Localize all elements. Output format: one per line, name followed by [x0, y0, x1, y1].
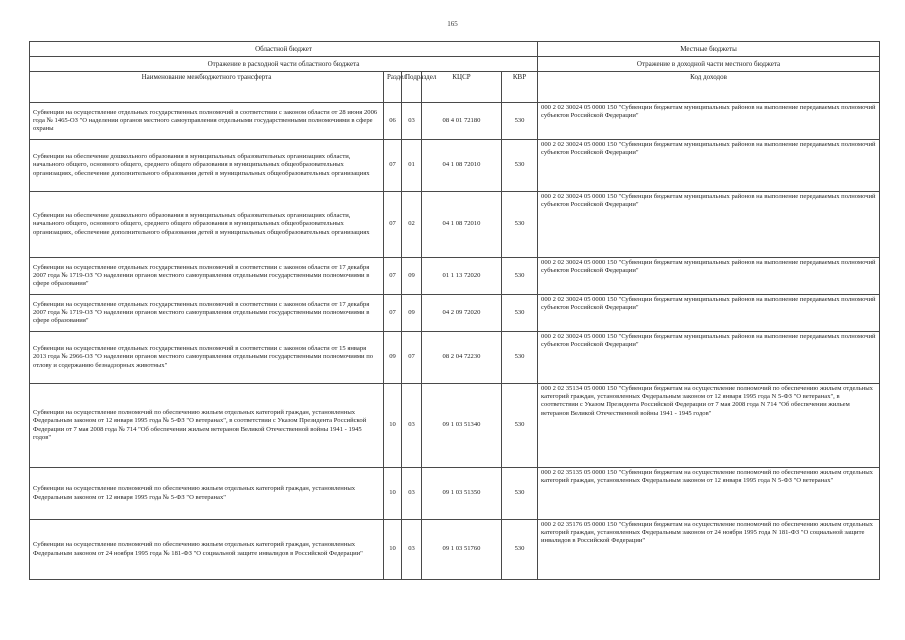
- transfer-name-cell: Субвенции на осуществление отдельных государственных полномочий в соответствии с законом области от 17 декабря 2007 года № 1719-ОЗ "О наделении органов местного самоуправления отдельными государственными полномочиями в сфере образования": [30, 258, 384, 295]
- col-kcsr-header: КЦСР: [422, 72, 502, 103]
- kvr-cell: 530: [502, 192, 538, 258]
- kcsr-cell: 09 1 03 51760: [422, 520, 502, 580]
- kvr-cell: 530: [502, 258, 538, 295]
- subsection-cell: 02: [402, 192, 422, 258]
- subsection-cell: 01: [402, 140, 422, 192]
- regional-expense-header: Отражение в расходной части областного бюджета: [30, 57, 538, 72]
- col-kvr-header: КВР: [502, 72, 538, 103]
- header-row-budgets: [30, 42, 880, 57]
- kcsr-cell: 09 1 03 51340: [422, 384, 502, 468]
- subsection-cell: 07: [402, 332, 422, 384]
- header-row-columns: [30, 72, 880, 103]
- table-row: [30, 140, 880, 192]
- table-row: [30, 520, 880, 580]
- transfer-name-cell: Субвенции на обеспечение дошкольного образования в муниципальных образовательных организациях области, начального общего, основного общего, среднего общего образования в муниципальных общеобразовательных организациях, обеспечение дополнительного образования детей в муниципальных общеобразовательных организациях: [30, 192, 384, 258]
- table-row: [30, 103, 880, 140]
- transfer-name-cell: Субвенции на осуществление полномочий по обеспечению жильем отдельных категорий граждан, установленных Федеральным законом от 12 января 1995 года № 5-ФЗ "О ветеранах": [30, 468, 384, 520]
- transfer-name-cell: Субвенции на обеспечение дошкольного образования в муниципальных образовательных организациях области, начального общего, основного общего, среднего общего образования в муниципальных общеобразовательных организациях, обеспечение дополнительного образования детей в муниципальных общеобразовательных организациях: [30, 140, 384, 192]
- kcsr-cell: 04 1 08 72010: [422, 140, 502, 192]
- kvr-cell: 530: [502, 140, 538, 192]
- local-budgets-header: Местные бюджеты: [538, 42, 880, 57]
- col-name-header: Наименование межбюджетного трансферта: [30, 72, 384, 103]
- section-cell: 07: [384, 140, 402, 192]
- kvr-cell: 530: [502, 295, 538, 332]
- kvr-cell: 530: [502, 103, 538, 140]
- section-cell: 07: [384, 258, 402, 295]
- table-row: [30, 468, 880, 520]
- transfer-name-cell: Субвенции на осуществление отдельных государственных полномочий в соответствии с законом области от 28 июня 2006 года № 1465-ОЗ "О наделении органов местного самоуправления отдельными государственными полномочиями в сфере охраны: [30, 103, 384, 140]
- income-code-cell: 000 2 02 30024 05 0000 150 "Субвенции бюджетам муниципальных районов на выполнение передаваемых полномочий субъектов Российской Федерации": [538, 258, 880, 295]
- transfer-name-cell: Субвенции на осуществление отдельных государственных полномочий в соответствии с законом области от 17 декабря 2007 года № 1719-ОЗ "О наделении органов местного самоуправления отдельными государственными полномочиями в сфере образования": [30, 295, 384, 332]
- kvr-cell: 530: [502, 520, 538, 580]
- income-code-cell: 000 2 02 30024 05 0000 150 "Субвенции бюджетам муниципальных районов на выполнение передаваемых полномочий субъектов Российской Федерации": [538, 103, 880, 140]
- page-number: 165: [447, 20, 458, 28]
- kcsr-cell: 09 1 03 51350: [422, 468, 502, 520]
- table-row: [30, 295, 880, 332]
- subsection-cell: 03: [402, 103, 422, 140]
- subsection-cell: 09: [402, 258, 422, 295]
- col-subsection-header: Подраздел: [402, 72, 422, 103]
- transfer-name-cell: Субвенции на осуществление полномочий по обеспечению жильем отдельных категорий граждан, установленных Федеральным законом от 12 января 1995 года № 5-ФЗ "О ветеранах", в соответствии с Указом Президента Российской Федерации от 7 мая 2008 года № 714 "Об обеспечении жильем ветеранов Великой Отечественной войны 1941 - 1945 годов": [30, 384, 384, 468]
- col-income-code-header: Код доходов: [538, 72, 880, 103]
- local-income-header: Отражение в доходной части местного бюджета: [538, 57, 880, 72]
- table-row: [30, 384, 880, 468]
- table-row: [30, 332, 880, 384]
- subsection-cell: 09: [402, 295, 422, 332]
- section-cell: 07: [384, 295, 402, 332]
- table-row: [30, 258, 880, 295]
- subsection-cell: 03: [402, 384, 422, 468]
- kvr-cell: 530: [502, 332, 538, 384]
- income-code-cell: 000 2 02 35176 05 0000 150 "Субвенции бюджетам на осуществление полномочий по обеспечению жильем отдельных категорий граждан, установленных Федеральным законом от 24 ноября 1995 года N 181-ФЗ "О социальной защите инвалидов в Российской Федерации": [538, 520, 880, 580]
- transfer-name-cell: Субвенции на осуществление отдельных государственных полномочий в соответствии с законом области от 15 января 2013 года № 2966-ОЗ "О наделении органов местного самоуправления отдельными государственными полномочиями по отлову и содержанию безнадзорных животных": [30, 332, 384, 384]
- regional-budget-header: Областной бюджет: [30, 42, 538, 57]
- income-code-cell: 000 2 02 30024 05 0000 150 "Субвенции бюджетам муниципальных районов на выполнение передаваемых полномочий субъектов Российской Федерации": [538, 332, 880, 384]
- income-code-cell: 000 2 02 30024 05 0000 150 "Субвенции бюджетам муниципальных районов на выполнение передаваемых полномочий субъектов Российской Федерации": [538, 140, 880, 192]
- income-code-cell: 000 2 02 30024 05 0000 150 "Субвенции бюджетам муниципальных районов на выполнение передаваемых полномочий субъектов Российской Федерации": [538, 295, 880, 332]
- col-section-header: Раздел: [384, 72, 402, 103]
- kcsr-cell: 04 1 08 72010: [422, 192, 502, 258]
- section-cell: 10: [384, 468, 402, 520]
- kvr-cell: 530: [502, 384, 538, 468]
- kvr-cell: 530: [502, 468, 538, 520]
- income-code-cell: 000 2 02 35135 05 0000 150 "Субвенции бюджетам на осуществление полномочий по обеспечению жильем отдельных категорий граждан, установленных Федеральным законом от 12 января 1995 года N 5-ФЗ "О ветеранах": [538, 468, 880, 520]
- section-cell: 09: [384, 332, 402, 384]
- section-cell: 10: [384, 384, 402, 468]
- kcsr-cell: 01 1 13 72020: [422, 258, 502, 295]
- transfer-name-cell: Субвенции на осуществление полномочий по обеспечению жильем отдельных категорий граждан, установленных Федеральным законом от 24 ноября 1995 года № 181-ФЗ "О социальной защите инвалидов в Российской Федерации": [30, 520, 384, 580]
- income-code-cell: 000 2 02 35134 05 0000 150 "Субвенции бюджетам на осуществление полномочий по обеспечению жильем отдельных категорий граждан, установленных Федеральным законом от 12 января 1995 года N 5-ФЗ "О ветеранах", в соответствии с Указом Президента Российской Федерации от 7 мая 2008 года N 714 "Об обеспечении жильем ветеранов Великой Отечественной войны 1941 - 1945 годов": [538, 384, 880, 468]
- transfers-table: [29, 41, 880, 580]
- income-code-cell: 000 2 02 30024 05 0000 150 "Субвенции бюджетам муниципальных районов на выполнение передаваемых полномочий субъектов Российской Федерации": [538, 192, 880, 258]
- section-cell: 06: [384, 103, 402, 140]
- kcsr-cell: 08 2 04 72230: [422, 332, 502, 384]
- subsection-cell: 03: [402, 520, 422, 580]
- header-row-reflection: [30, 57, 880, 72]
- kcsr-cell: 08 4 01 72180: [422, 103, 502, 140]
- kcsr-cell: 04 2 09 72020: [422, 295, 502, 332]
- table-row: [30, 192, 880, 258]
- section-cell: 07: [384, 192, 402, 258]
- section-cell: 10: [384, 520, 402, 580]
- subsection-cell: 03: [402, 468, 422, 520]
